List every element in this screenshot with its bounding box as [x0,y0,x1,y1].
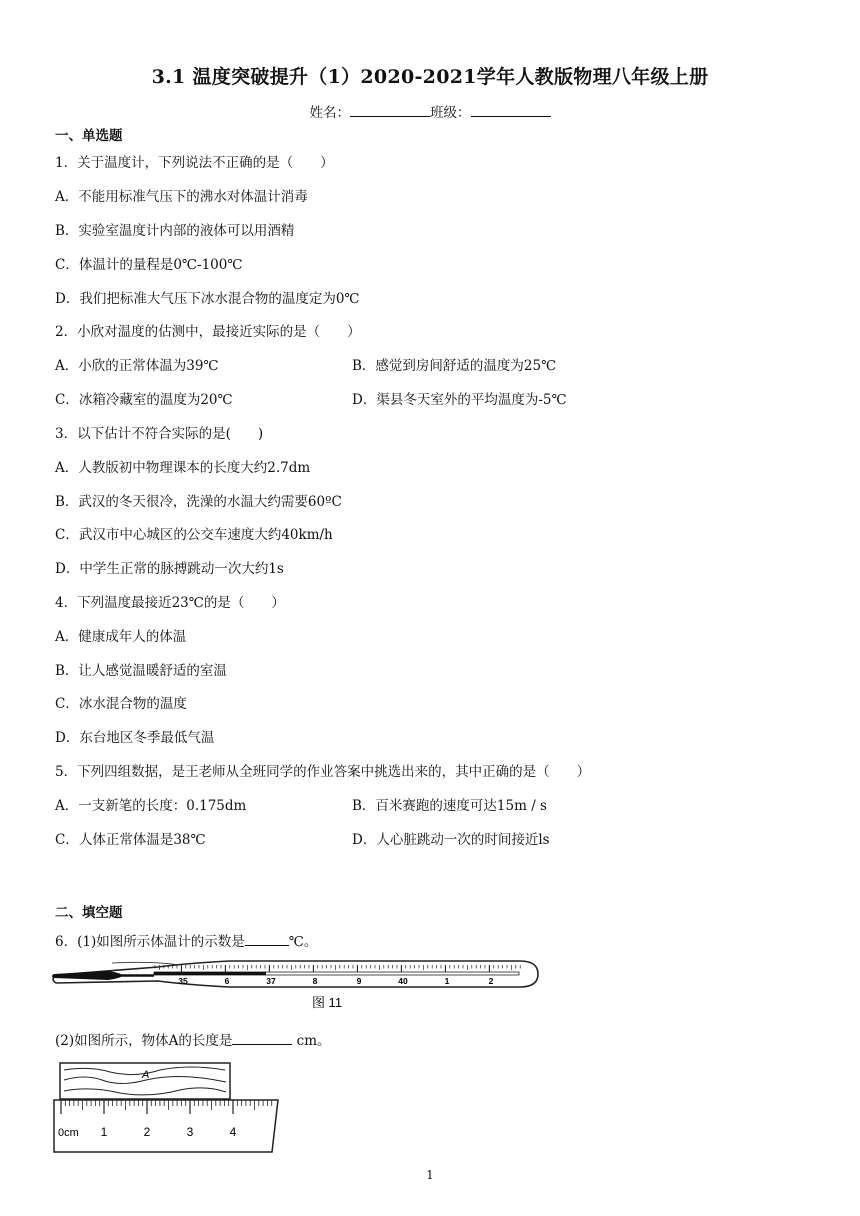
ruler-figure [50,1060,285,1155]
q6-part2 [55,1029,331,1049]
q6-part1 [55,930,317,950]
thermo-label-40: 40 [398,976,408,986]
q6-part1-blank [245,933,289,946]
object-a-label: A [142,1069,150,1081]
q1-option-a: A．不能用标准气压下的沸水对体温计消毒 [55,189,308,205]
q3-option-b: B．武汉的冬天很冷，洗澡的水温大约需要60ºC [55,494,342,510]
q6-part2-blank [232,1032,292,1045]
q1-stem: 1．关于温度计，下列说法不正确的是（ ） [55,155,334,171]
q4-option-a: A．健康成年人的体温 [55,629,187,645]
document-title: 3.1 温度突破提升（1）2020-2021学年人教版物理八年级上册 [151,66,709,88]
q3-option-a: A．人教版初中物理课本的长度大约2.7dm [55,460,311,476]
thermo-label-39: 9 [356,976,362,986]
q3-option-c: C．武汉市中心城区的公交车速度大约40km/h [55,527,333,543]
thermo-label-42: 2 [488,976,494,986]
ruler-label-2: 2 [143,1125,151,1139]
ruler-label-1: 1 [100,1125,108,1139]
q3-option-d: D．中学生正常的脉搏跳动一次大约1s [55,561,284,577]
q2-option-a: A．小欣的正常体温为39℃ [55,358,219,374]
q2-option-c: C．冰箱冷藏室的温度为20℃ [55,392,233,408]
q1-option-d: D．我们把标准大气压下冰水混合物的温度定为0℃ [55,291,360,307]
q4-option-c: C．冰水混合物的温度 [55,696,187,712]
thermometer-figure [50,955,540,1015]
q2-option-d: D．渠县冬天室外的平均温度为-5℃ [352,392,567,408]
q4-option-b: B．让人感觉温暖舒适的室温 [55,663,227,679]
thermo-label-37: 37 [266,976,276,986]
thermometer-highlight [112,962,180,965]
q4-stem: 4．下列温度最接近23℃的是（ ） [55,595,285,611]
q5-option-c: C．人体正常体温是38℃ [55,832,206,848]
q5-stem: 5．下列四组数据，是王老师从全班同学的作业答案中挑选出来的，其中正确的是（ ） [55,764,591,780]
section-single-choice: 一、单选题 [55,128,123,144]
q5-option-b: B．百米赛跑的速度可达15m / s [352,798,547,814]
q5-option-a: A．一支新笔的长度：0.175dm [55,798,247,814]
q1-option-b: B．实验室温度计内部的液体可以用酒精 [55,223,295,239]
ruler-body [54,1100,278,1152]
q5-option-d: D．人心脏跳动一次的时间接近ls [352,832,550,848]
thermo-label-41: 1 [444,976,450,986]
q4-option-d: D．东台地区冬季最低气温 [55,730,215,746]
thermo-label-35: 35 [178,976,188,986]
name-blank [350,104,430,117]
thermo-label-36: 6 [224,976,230,986]
name-label: 姓名： [309,105,350,121]
thermo-label-38: 8 [312,976,318,986]
figure-caption: 图 11 [311,995,343,1010]
q2-stem: 2．小欣对温度的估测中，最接近实际的是（ ） [55,324,361,340]
q6-part1-suffix: ℃。 [288,934,318,950]
q3-stem: 3．以下估计不符合实际的是( ) [55,426,264,442]
class-blank [471,104,551,117]
q6-part2-suffix: cm。 [292,1033,331,1049]
class-label: 班级： [430,105,471,121]
page-number: 1 [426,1168,434,1182]
ruler-label-3: 3 [186,1125,194,1139]
q6-part2-prefix: (2)如图所示，物体A的长度是 [55,1033,233,1049]
q6-part1-prefix: 6．(1)如图所示体温计的示数是 [55,934,245,950]
student-info [0,101,860,121]
q2-option-b: B．感觉到房间舒适的温度为25℃ [352,358,557,374]
ruler-label-4: 4 [229,1125,237,1139]
ruler-label-0: 0cm [58,1127,79,1139]
section-fill-blank: 二、填空题 [55,905,123,921]
q1-option-c: C．体温计的量程是0℃-100℃ [55,257,243,273]
thermometer-mercury [154,972,266,975]
